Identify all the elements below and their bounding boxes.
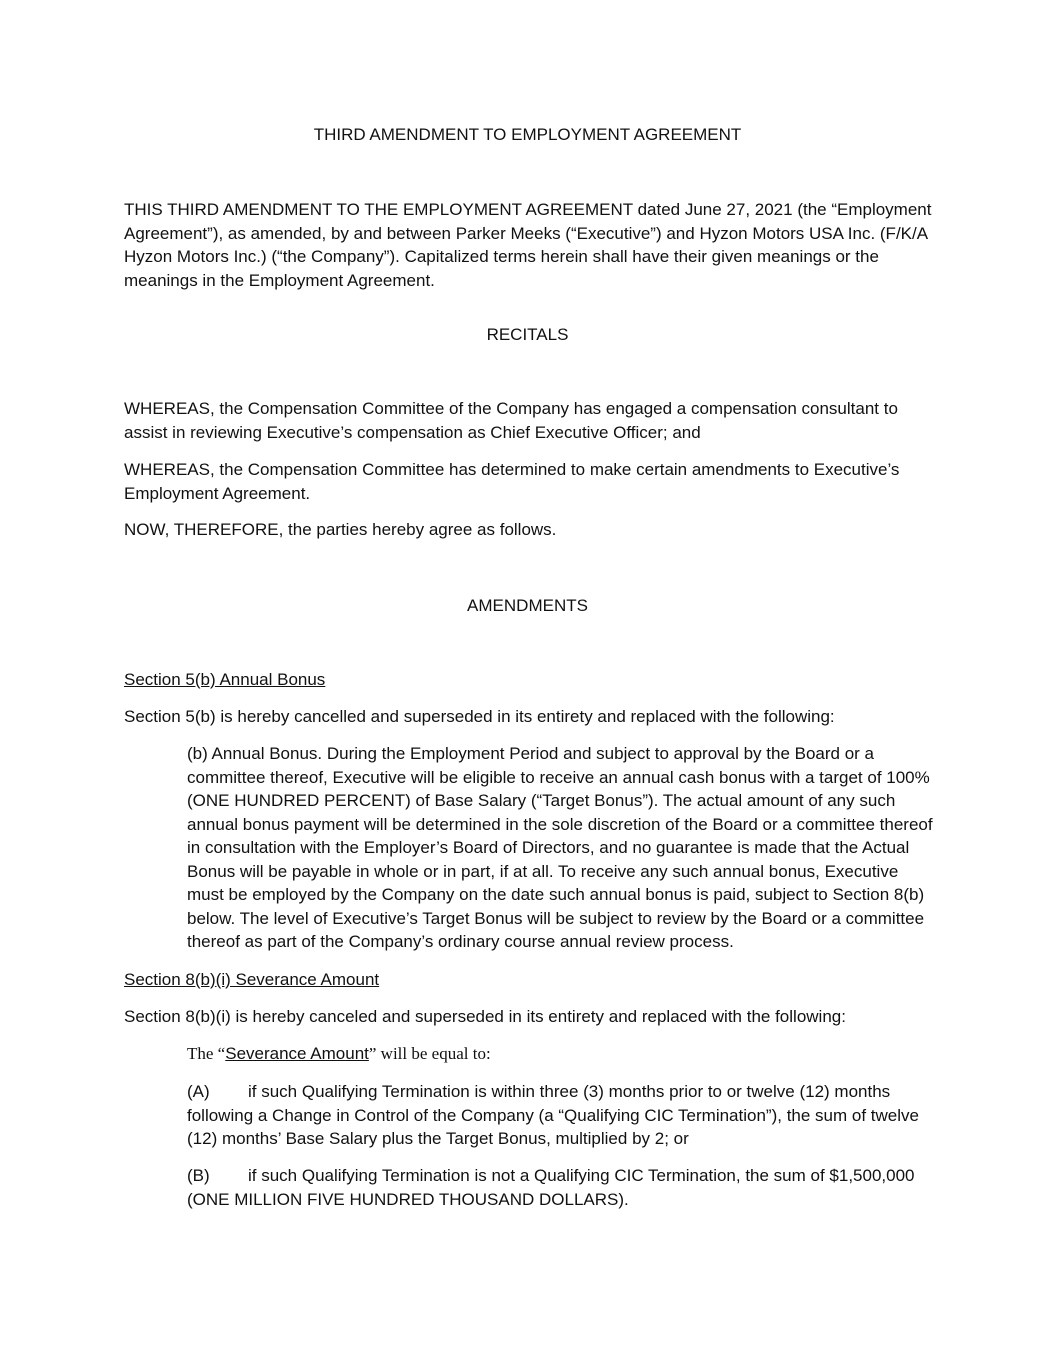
now-therefore-paragraph: NOW, THEREFORE, the parties hereby agree as follows.	[124, 520, 557, 539]
severance-suffix: ” will be equal to:	[368, 1044, 491, 1063]
document-title: THIRD AMENDMENT TO EMPLOYMENT AGREEMENT	[313, 125, 742, 144]
item-b-text: if such Qualifying Termination is not a Qualifying CIC Termination, the sum of $1,500,000 (ONE MILLION FIVE HUNDRED THOUSAND DOLLARS).	[187, 1166, 915, 1209]
amendments-heading: AMENDMENTS	[467, 596, 588, 615]
section-5b-intro: Section 5(b) is hereby cancelled and superseded in its entirety and replaced with the following:	[124, 707, 835, 726]
item-a-label: (A)	[187, 1082, 210, 1101]
severance-term: Severance Amount	[225, 1044, 369, 1063]
intro-text: dated June 27, 2021 (the “Employment Agreement”), as amended, by and between Parker Meeks (“Executive”) and Hyzon Motors USA Inc. (F/K/A Hyzon Motors Inc.) (“the Company”). Capitalized terms herein shall have their given meanings or the meanings in the Employment Agreement.	[124, 200, 932, 290]
intro-lead: THIS THIRD AMENDMENT TO THE EMPLOYMENT AGREEMENT	[124, 200, 633, 219]
section-8bi-intro: Section 8(b)(i) is hereby canceled and superseded in its entirety and replaced with the following:	[124, 1007, 846, 1026]
item-a-text: if such Qualifying Termination is within three (3) months prior to or twelve (12) months following a Change in Control of the Company (a “Qualifying CIC Termination”), the sum of twelve (12) months’ Base Salary plus the Target Bonus, multiplied by 2; or	[187, 1082, 919, 1148]
intro-paragraph	[124, 198, 934, 292]
item-b-paragraph	[187, 1164, 937, 1211]
recitals-heading: RECITALS	[486, 325, 569, 344]
item-a-paragraph	[187, 1080, 937, 1151]
section-8bi-heading: Section 8(b)(i) Severance Amount	[124, 970, 380, 989]
whereas-paragraph-1: WHEREAS, the Compensation Committee of the Company has engaged a compensation consultant to assist in reviewing Executive’s compensation as Chief Executive Officer; and	[124, 399, 898, 442]
section-5b-text: (b) Annual Bonus. During the Employment Period and subject to approval by the Board or a committee thereof, Executive will be eligible to receive an annual cash bonus with a target of 100% (ONE HUNDRED PERCENT) of Base Salary (“Target Bonus”). The actual amount of any such annual bonus payment will be determined in the sole discretion of the Board or a committee thereof in consultation with the Employer’s Board of Directors, and no guarantee is made that the Actual Bonus will be payable in whole or in part, if at all. To receive any such annual bonus, Executive must be employed by the Company on the date such annual bonus is paid, subject to Section 8(b) below. The level of Executive’s Target Bonus will be subject to review by the Board or a committee thereof as part of the Company’s ordinary course annual review process.	[187, 744, 933, 951]
section-5b-heading: Section 5(b) Annual Bonus	[124, 670, 326, 689]
whereas-paragraph-2: WHEREAS, the Compensation Committee has determined to make certain amendments to Executive’s Employment Agreement.	[124, 460, 900, 503]
severance-prefix: The “	[187, 1044, 226, 1063]
item-b-label: (B)	[187, 1166, 210, 1185]
severance-amount-line	[187, 1042, 937, 1066]
